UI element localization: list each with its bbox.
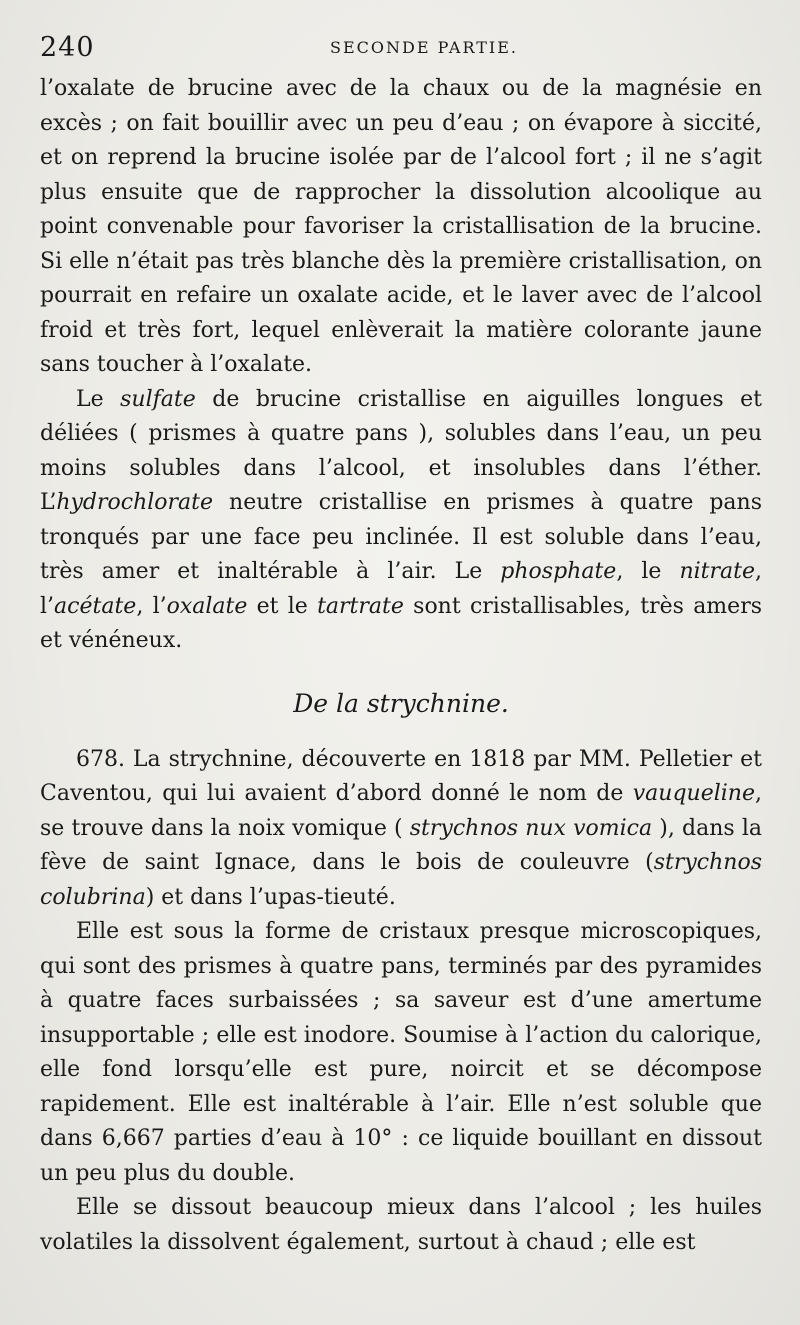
text-run: , l’	[136, 593, 167, 619]
term-tartrate: tartrate	[317, 593, 404, 619]
paragraph-oxalate-method: l’oxalate de brucine avec de la chaux ou de la magnésie en excès ; on fait bouillir avec un peu d’eau ; on évapore à siccité, et on reprend la brucine isolée par de l’alcool fort ; il ne s’agit plus ensuite que de rapprocher la dissolution alcoolique au point convenable pour favoriser la cristallisation de la brucine. Si elle n’était pas très blanche dès la première cristallisation, on pourrait en refaire un oxalate acide, et le laver avec de l’alcool froid et très fort, lequel enlèverait la matière colorante jaune sans toucher à l’oxalate.	[40, 76, 762, 377]
section-heading-strychnine: De la strychnine.	[293, 688, 509, 718]
term-strychnos-nux-vomica: strychnos nux vomica	[409, 815, 653, 841]
paragraph-strychnine-discovery	[40, 743, 762, 916]
term-phosphate: phosphate	[500, 559, 617, 584]
text-run: ), dans la fève de saint Ignace, dans le bois de couleuvre (	[40, 815, 762, 875]
text-run: ) et dans l’upas-tieuté.	[145, 884, 396, 910]
term-sulfate: sulfate	[120, 386, 196, 412]
paragraph-strychnine-properties: Elle est sous la forme de cristaux presque microscopiques, qui sont des prismes à quatre pans, terminés par des pyramides à quatre faces surbaissées ; sa saveur est d’une amertume insupportable ; elle est inodore. Soumise à l’action du calorique, elle fond lorsqu’elle est pure, noircit et se décompose rapidement. Elle est inaltérable à l’air. Elle n’est soluble que dans 6,667 parties d’eau à 10° : ce liquide bouillant en dissout un peu plus du double.	[40, 919, 762, 1186]
page-number: 240	[40, 32, 95, 63]
term-strychnos-colubrina: strychnos colubrina	[40, 850, 762, 910]
text-run: et le	[247, 593, 318, 619]
text-run: , se trouve dans la noix vomique (	[40, 781, 762, 841]
term-oxalate: oxalate	[166, 593, 248, 619]
paragraph-brucine-salts	[40, 383, 762, 659]
running-head	[40, 32, 750, 68]
term-nitrate: nitrate	[679, 559, 755, 584]
section-title: SECONDE PARTIE.	[330, 38, 518, 57]
term-hydrochlorate: hydrochlorate	[56, 490, 214, 515]
text-run: de brucine cristallise en aiguilles longues et déliées ( prismes à quatre pans ), solubles dans l’eau, un peu moins solubles dans l’alcool, et insolubles dans l’éther. L’	[40, 386, 762, 515]
term-vauqueline: vauqueline	[632, 781, 755, 806]
text-run: Le	[76, 386, 121, 412]
paragraph-strychnine-solubility: Elle se dissout beaucoup mieux dans l’alcool ; les huiles volatiles la dissolvent également, surtout à chaud ; elle est	[40, 1195, 762, 1255]
body-text	[40, 72, 762, 1260]
term-acetate: acétate	[54, 593, 137, 619]
text-run: , l’	[40, 559, 762, 619]
text-run: neutre cristallise en prismes à quatre pans tronqués par une face peu inclinée. Il est soluble dans l’eau, très amer et inaltérable à l’air. Le	[40, 490, 762, 584]
text-run: sont cristallisables, très amers et vénéneux.	[40, 593, 762, 653]
text-run: 678. La strychnine, découverte en 1818 par MM. Pelletier et Caventou, qui lui avaient d’abord donné le nom de	[40, 746, 762, 806]
text-run: , le	[616, 559, 680, 584]
